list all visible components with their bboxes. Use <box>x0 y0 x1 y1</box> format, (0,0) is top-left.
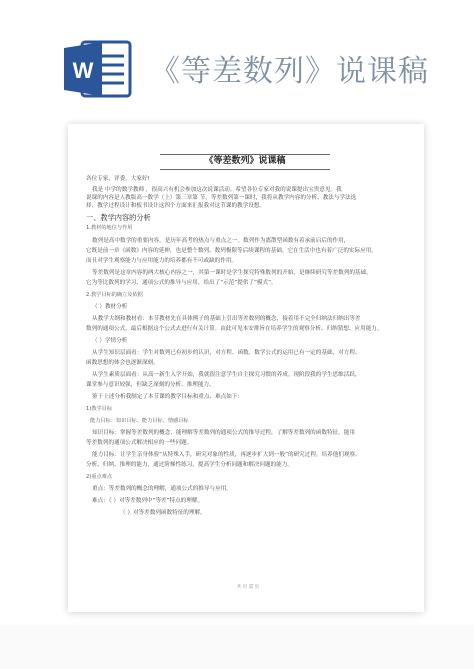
doc-line: 各位专家，评委，大家好! <box>86 176 150 182</box>
doc-line: 函数思想的体会也逐渐深刻。 <box>86 360 159 366</box>
section-heading: 一、教学内容的分析 <box>86 213 151 222</box>
doc-line: 择、教学过程设计和板书设计这四个方面来汇报我对这节课的教学设想。 <box>86 203 266 209</box>
bottom-band <box>0 625 474 669</box>
doc-line: 鉴于上述分析我制定了本节课的教学目标和重点、难点如下： <box>92 394 244 400</box>
page-footer: 共 页 第 页 <box>236 585 260 590</box>
doc-line: 说课的内容是人教版高一数学（上）第三章第 节，等差数列第一课时，我将从教学内容的分析、教法与学法选 <box>86 195 357 201</box>
doc-line: 数列是高中数学的重要内容，是历年高考的热点与重点之一。数列作为离散型函数有着承前启后的作用， <box>92 238 350 244</box>
doc-line: 难点：（ ）对等差数列中“等差”特点的理解。 <box>92 498 204 504</box>
doc-line: 从学生知识层面看：学生对数列已有初步的认识，对方程、函数、数学公式的运用已有一定的基础，对方程、 <box>92 350 361 356</box>
doc-line: 能力目标：让学生亲身体验“从特殊入手，研究对象的性质，再逐步扩大到一般”的研究过程，培养他们观察、 <box>92 452 361 458</box>
doc-line: （ ）对等差数列函数特征的理解。 <box>120 510 206 516</box>
document-page <box>68 124 424 612</box>
subsection-heading: 2)重点难点 <box>86 474 113 480</box>
doc-line: 从学生素质层面看：从高一新生入学开始，我就很注意学生自主探究习惯的养成。现阶段我的学生思维活跃， <box>92 372 361 378</box>
subsection-heading: 2.教学目标的确立及依据 <box>86 292 143 298</box>
doc-line: 课堂参与意识较强，但缺乏深刻的分析、推理能力。 <box>86 382 215 388</box>
doc-line: （ ）教材分析 <box>92 304 128 310</box>
doc-line: 它为等比数列的学习、通项公式的推导与应用，给出了“示范”提供了“模式”。 <box>86 280 277 286</box>
doc-line: 知识目标：掌握等差数列的概念，能理解等差数列的通项公式的推导过程，了解等差数列的函数特征，能用 <box>92 430 355 436</box>
doc-line: 数列的通项公式，最后根据这个公式去进行有关计算。由此可见本安排旨在培养学生的观察分析、归纳猜想、应用能力。 <box>86 326 383 332</box>
subsection-heading: 1.教材的地位与作用 <box>86 225 133 231</box>
doc-line: 分析、归纳、推理的能力，通过阶梯性练习，提高学生分析问题和解决问题的能力。 <box>86 462 293 468</box>
svg-text:W: W <box>72 58 94 83</box>
doc-line: 从教学大纲和教材看：本节教材先在具体例子的基础上引出等差数列的概念，接着用不完全归纳法归纳出等差 <box>92 316 361 322</box>
doc-line: 等差数列是这章内容的两大核心内容之一，其第一课时是学生探究特殊数列的开始，是继续研究等差数列的基础， <box>92 270 372 276</box>
doc-line: （ ）学情分析 <box>92 338 128 344</box>
doc-line: 它既是前一章《函数》内容的延伸，也是整个数列、数列极限等后续课程的基础。它在生活中也有着广泛的实际应用， <box>86 248 377 254</box>
doc-line: 我是 中学的数学教师 ，很高兴有机会参加这次说课活动。希望各位专家对我的说课提出宝贵意见。我 <box>92 187 342 193</box>
doc-line: 重点：等差数列的概念的理解，通项公式的推导与应用。 <box>92 486 232 492</box>
document-title: 《等差数列》说课稿 <box>160 154 330 170</box>
doc-line: 而且对学生观察能力与应用能力的培养都有不可或缺的作用。 <box>86 258 238 264</box>
hero-title: 《等差数列》说课稿 <box>150 54 429 89</box>
word-icon <box>62 38 134 100</box>
doc-line: 能力目标：知识目标、能力目标、情感目标 <box>90 418 189 424</box>
header <box>0 0 474 115</box>
subsection-heading: 1)教学目标 <box>86 406 113 412</box>
doc-line: 等差数列的通项公式解决相应的一些问题。 <box>86 440 193 446</box>
